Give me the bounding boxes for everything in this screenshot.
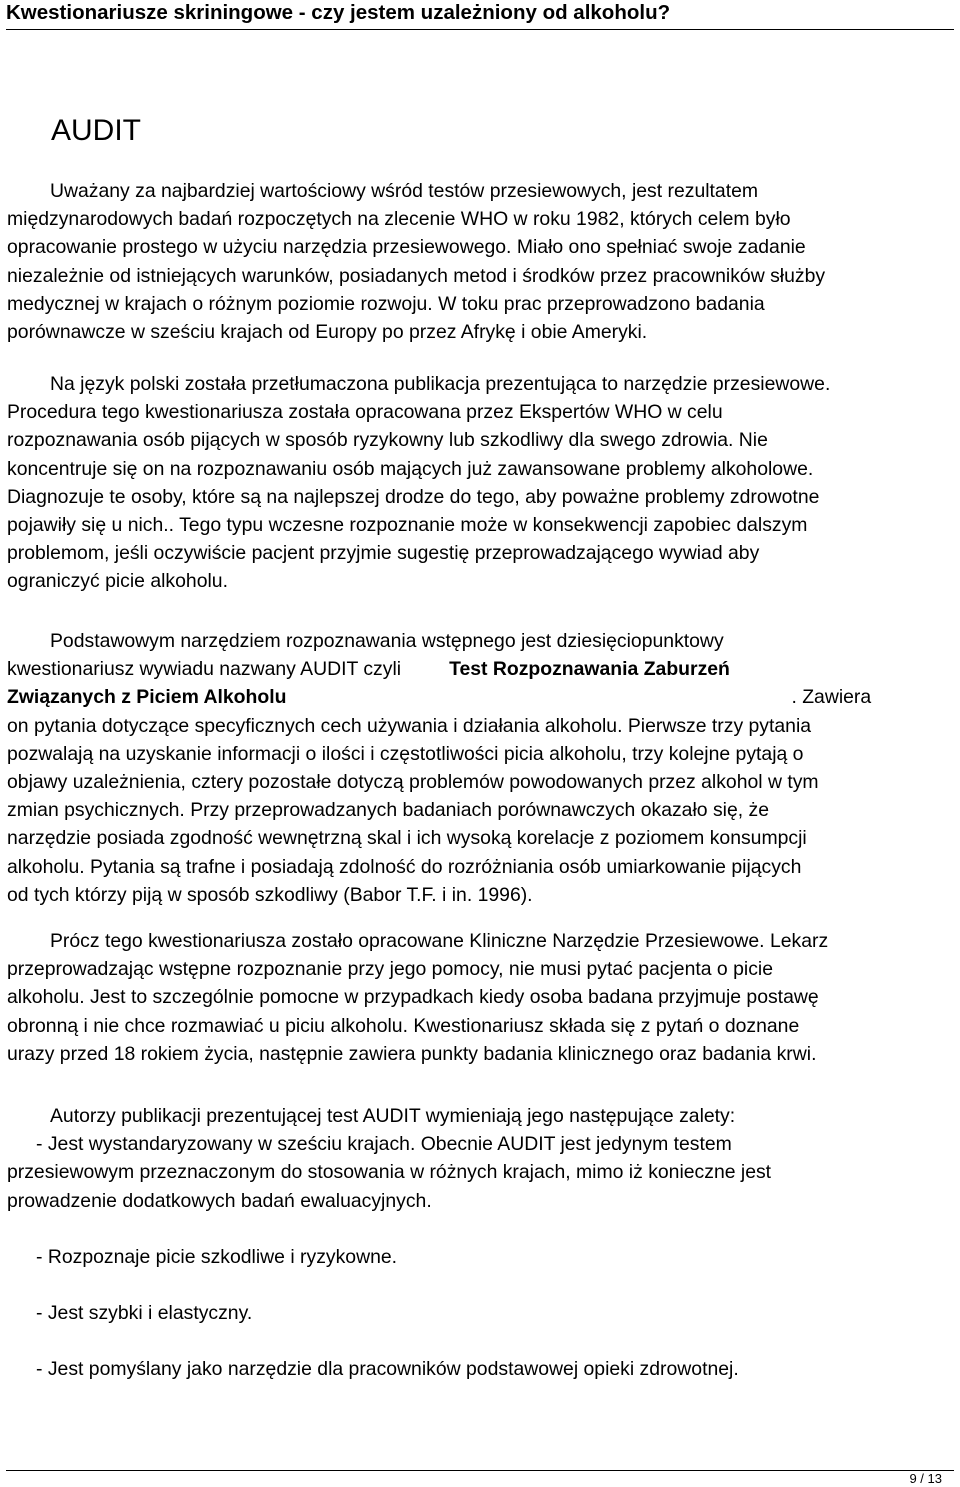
text-line: rozpoznawania osób pijących w sposób ryzykowny lub szkodliwy dla swego zdrowia. Nie [7,429,768,452]
text-line: alkoholu. Jest to szczególnie pomocne w przypadkach kiedy osoba badana przyjmuje postawę [7,986,819,1009]
text-line: obronną i nie chce rozmawiać u piciu alkoholu. Kwestionariusz składa się z pytań o doznane [7,1014,800,1037]
footer-divider [6,1470,954,1471]
text-segment: kwestionariusz wywiadu nazwany AUDIT czyli [7,658,402,681]
text-line: alkoholu. Pytania są trafne i posiadają zdolność do rozróżniania osób umiarkowanie pijących [7,855,802,878]
bold-term: Test Rozpoznawania Zaburzeń [449,658,730,681]
text-line: niezależnie od istniejących warunków, posiadanych metod i środków przez pracowników służby [7,264,826,287]
paragraph-advantages [7,1102,951,1215]
paragraph-clinical-tool [7,927,951,1068]
text-line: przesiewowym przeznaczonym do stosowania w różnych krajach, mimo iż konieczne jest [7,1161,772,1184]
text-line: urazy przed 18 rokiem życia, następnie zawiera punkty badania klinicznego oraz badania krwi. [7,1042,817,1065]
text-line: pojawiły się u nich.. Tego typu wczesne rozpoznanie może w konsekwencji zapobiec dalszym [7,513,808,536]
text-line: porównawcze w sześciu krajach od Europy po przez Afrykę i obie Ameryki. [7,320,648,343]
text-line: medycznej w krajach o różnym poziomie rozwoju. W toku prac przeprowadzono badania [7,292,765,315]
text-line: międzynarodowych badań rozpoczętych na zlecenie WHO w roku 1982, których celem było [7,208,791,231]
text-line: ograniczyć picie alkoholu. [7,570,228,593]
text-line: prowadzenie dodatkowych badań ewaluacyjnych. [7,1189,432,1212]
text-line: Prócz tego kwestionariusza zostało opracowane Kliniczne Narzędzie Przesiewowe. Lekarz [50,930,829,952]
text-line: Podstawowym narzędziem rozpoznawania wstępnego jest dziesięciopunktowy [50,630,724,652]
paragraph-polish-translation [7,370,951,596]
text-line: on pytania dotyczące specyficznych cech używania i działania alkoholu. Pierwsze trzy pytania [7,714,812,737]
text-line: Uważany za najbardziej wartościowy wśród testów przesiewowych, jest rezultatem [50,180,759,202]
text-line [7,683,951,711]
paragraph-basic-tool [7,627,951,909]
text-line: Procedura tego kwestionariusza została opracowana przez Ekspertów WHO w celu [7,401,723,424]
text-line: Na język polski została przetłumaczona publikacja prezentująca to narzędzie przesiewowe. [50,373,831,395]
page-number: 9 / 13 [909,1471,942,1486]
text-line: pozwalają na uzyskanie informacji o ilości i częstotliwości picia alkoholu, trzy kolejne pytają o [7,742,804,765]
text-line: zmian psychicznych. Przy przeprowadzanych badaniach porównawczych okazało się, że [7,799,769,822]
header-divider [6,29,954,30]
list-item: - Rozpoznaje picie szkodliwe i ryzykowne. [36,1246,398,1268]
text-line [7,655,951,683]
text-line: objawy uzależnienia, cztery pozostałe dotyczą problemów powodowanych przez alkohol w tym [7,770,819,793]
text-line: koncentruje się on na rozpoznawaniu osób mających już zawansowane problemy alkoholowe. [7,457,814,480]
page-header-title: Kwestionariusze skriningowe - czy jestem uzależniony od alkoholu? [6,1,671,24]
text-line: Autorzy publikacji prezentującej test AUDIT wymieniają jego następujące zalety: [50,1105,736,1127]
list-item-line: - Jest wystandaryzowany w sześciu krajach. Obecnie AUDIT jest jedynym testem [36,1133,732,1156]
text-line: narzędzie posiada zgodność wewnętrzną skal i ich wysoką korelacje z poziomem konsumpcji [7,827,807,850]
paragraph-audit-intro [7,177,951,346]
list-item: - Jest pomyślany jako narzędzie dla pracowników podstawowej opieki zdrowotnej. [36,1358,739,1380]
bold-term: Związanych z Piciem Alkoholu [7,686,287,709]
text-line: opracowanie prostego w użyciu narzędzia przesiewowego. Miało ono spełniać swoje zadanie [7,236,806,259]
text-line: Diagnozuje te osoby, które są na najlepszej drodze do tego, aby poważne problemy zdrowotne [7,485,820,508]
text-line: przeprowadzając wstępne rozpoznanie przy jego pomocy, nie musi pytać pacjenta o picie [7,958,773,981]
text-line: od tych którzy piją w sposób szkodliwy (Babor T.F. i in. 1996). [7,883,533,906]
text-line: problemom, jeśli oczywiście pacjent przyjmie sugestię przeprowadzającego wywiad aby [7,542,760,565]
list-item: - Jest szybki i elastyczny. [36,1302,253,1324]
text-segment: . Zawiera [791,686,872,709]
section-title: AUDIT [51,114,141,147]
